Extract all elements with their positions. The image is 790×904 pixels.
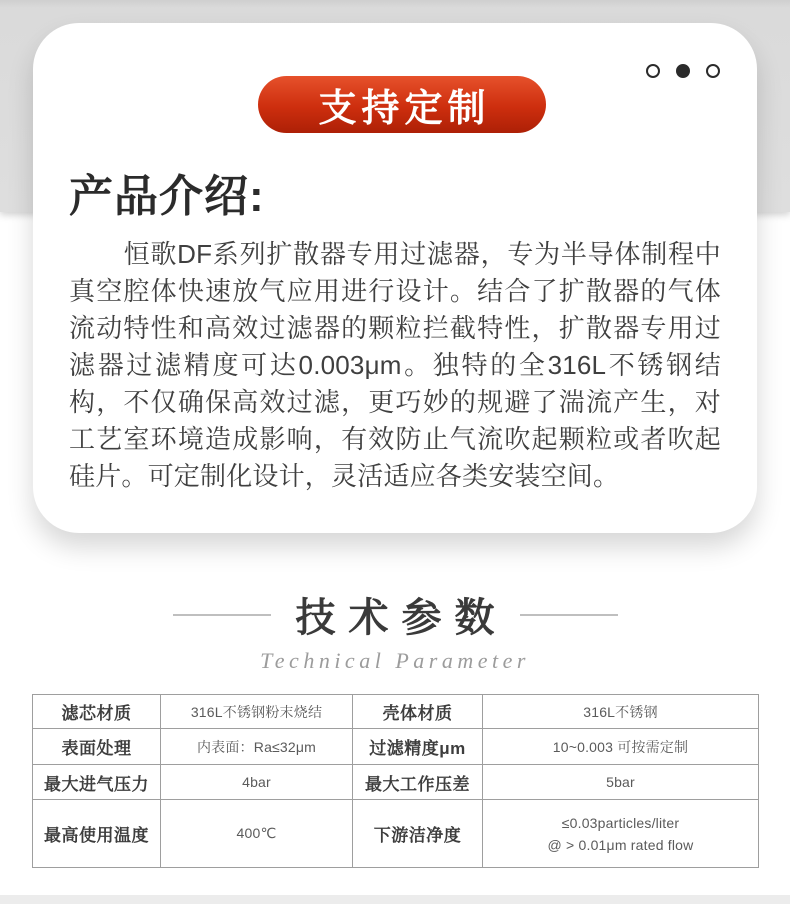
carousel-dot-1[interactable] bbox=[646, 64, 660, 78]
carousel-dots bbox=[646, 64, 720, 78]
spec-value: 内表面：Ra≤32μm bbox=[161, 729, 353, 765]
tech-params-title-row bbox=[0, 586, 790, 643]
bottom-gray-strip bbox=[0, 895, 790, 904]
product-intro-card bbox=[33, 23, 757, 533]
spec-value-line1: ≤0.03particles/liter bbox=[561, 814, 680, 831]
spec-table bbox=[32, 694, 759, 868]
right-rule-line bbox=[520, 614, 618, 616]
carousel-dot-2-active[interactable] bbox=[676, 64, 690, 78]
spec-label: 最大工作压差 bbox=[353, 765, 483, 800]
left-rule-line bbox=[173, 614, 271, 616]
spec-label: 表面处理 bbox=[33, 729, 161, 765]
table-row bbox=[33, 800, 759, 868]
table-row bbox=[33, 765, 759, 800]
spec-label: 过滤精度μm bbox=[353, 729, 483, 765]
table-row bbox=[33, 729, 759, 765]
table-row bbox=[33, 695, 759, 729]
product-intro-title: 产品介绍: bbox=[69, 172, 265, 221]
spec-label: 滤芯材质 bbox=[33, 695, 161, 729]
tech-params-subtitle: Technical Parameter bbox=[260, 648, 530, 673]
customization-badge-label: 支持定制 bbox=[318, 88, 491, 130]
carousel-dot-3[interactable] bbox=[706, 64, 720, 78]
customization-badge bbox=[258, 76, 546, 133]
product-intro-paragraph: 恒歌DF系列扩散器专用过滤器，专为半导体制程中真空腔体快速放气应用进行设计。结合了扩散器的气体流动特性和高效过滤器的颗粒拦截特性，扩散器专用过滤器过滤精度可达0.003μm。独特的全316L不锈钢结构，不仅确保高效过滤，更巧妙的规避了湍流产生，对工艺室环境造成影响，有效防止气流吹起颗粒或者吹起硅片。可定制化设计，灵活适应各类安装空间。 bbox=[69, 238, 721, 491]
spec-value: 316L不锈钢粉末烧结 bbox=[161, 695, 353, 729]
spec-value: 316L不锈钢 bbox=[483, 695, 759, 729]
spec-value: 5bar bbox=[483, 765, 759, 800]
spec-value-line2: @ > 0.01μm rated flow bbox=[547, 836, 694, 853]
spec-label: 最大进气压力 bbox=[33, 765, 161, 800]
spec-label: 最高使用温度 bbox=[33, 800, 161, 868]
spec-value: 10~0.003 可按需定制 bbox=[483, 729, 759, 765]
spec-value-multiline bbox=[483, 800, 759, 868]
tech-params-title: 技术参数 bbox=[295, 596, 508, 640]
spec-label: 下游洁净度 bbox=[353, 800, 483, 868]
spec-value: 400℃ bbox=[161, 800, 353, 868]
spec-value: 4bar bbox=[161, 765, 353, 800]
tech-params-header bbox=[0, 586, 790, 674]
spec-label: 壳体材质 bbox=[353, 695, 483, 729]
